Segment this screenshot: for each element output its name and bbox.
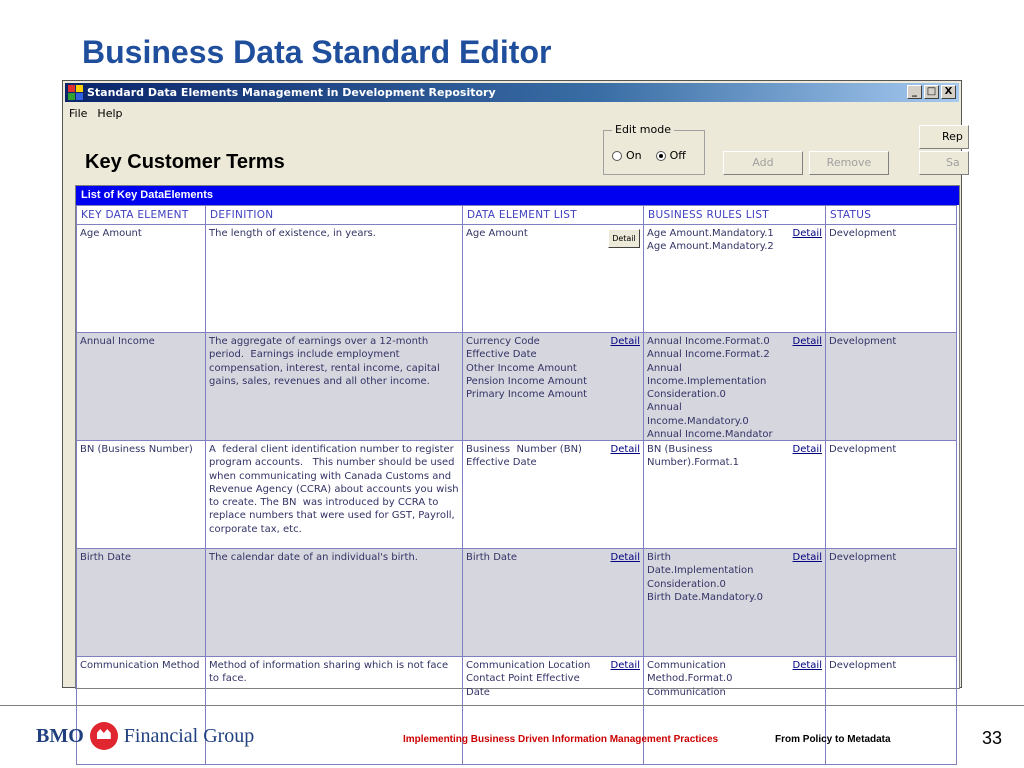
status-cell-text: Development [829, 552, 897, 563]
business-rules-cell[interactable] [644, 549, 826, 657]
detail-link[interactable]: Detail [610, 444, 640, 455]
column-header[interactable]: BUSINESS RULES LIST [644, 206, 826, 225]
data-element-list-cell-content [466, 443, 640, 544]
data-element-list-cell-text: Communication Location Contact Point Effective Date [466, 660, 591, 698]
column-header[interactable]: KEY DATA ELEMENT [77, 206, 206, 225]
logo-financial-group-text: Financial Group [123, 724, 255, 747]
status-cell[interactable] [826, 441, 957, 549]
key-data-element-cell-text: Age Amount [80, 228, 142, 239]
definition-cell[interactable] [206, 225, 463, 333]
minimize-button[interactable]: _ [907, 85, 922, 99]
detail-link[interactable]: Detail [792, 660, 822, 671]
data-element-list-cell-text: Business Number (BN) Effective Date [466, 444, 582, 469]
menu-help[interactable]: Help [97, 107, 123, 120]
table-row[interactable] [77, 549, 957, 657]
key-data-element-cell[interactable] [77, 549, 206, 657]
radio-off[interactable] [656, 151, 666, 161]
menu-bar [69, 107, 123, 120]
section-heading: Key Customer Terms [85, 151, 285, 173]
detail-button[interactable]: Detail [608, 229, 640, 248]
business-rules-cell-content [647, 551, 822, 652]
logo-bmo-text: BMO [36, 724, 84, 747]
column-header[interactable]: STATUS [826, 206, 957, 225]
data-element-list-cell[interactable] [463, 225, 644, 333]
key-data-element-cell-text: Birth Date [80, 552, 132, 563]
detail-link[interactable]: Detail [792, 552, 822, 563]
business-rules-cell-content [647, 227, 822, 328]
status-cell-text: Development [829, 444, 897, 455]
detail-link[interactable]: Detail [792, 444, 822, 455]
data-element-list-cell-text: Age Amount [466, 228, 528, 239]
remove-button[interactable]: Remove [809, 151, 889, 175]
table-body [77, 225, 957, 765]
edit-mode-group [603, 123, 705, 175]
panel-title: List of Key DataElements [76, 186, 959, 205]
column-header[interactable]: DATA ELEMENT LIST [463, 206, 644, 225]
window-titlebar[interactable] [65, 83, 959, 102]
business-rules-cell-text: Annual Income.Format.0 Annual Income.Format.2 Annual Income.Implementation Consideration.0 Annual Income.Mandatory.0 Annual Income.Mandator [647, 336, 773, 441]
table-header-row [77, 206, 957, 225]
business-rules-cell-content [647, 443, 822, 544]
slide-title: Business Data Standard Editor [82, 34, 552, 70]
detail-link[interactable]: Detail [610, 660, 640, 671]
close-button[interactable]: X [941, 85, 956, 99]
data-element-list-cell-content [466, 227, 640, 328]
page-number: 33 [982, 728, 1003, 748]
key-data-element-cell-text: Communication Method [80, 660, 200, 671]
key-data-elements-panel [75, 185, 960, 698]
status-cell-text: Development [829, 660, 897, 671]
add-button[interactable]: Add [723, 151, 803, 175]
detail-link[interactable]: Detail [610, 552, 640, 563]
column-header[interactable]: DEFINITION [206, 206, 463, 225]
edit-mode-label: Edit mode [612, 123, 674, 136]
data-element-list-cell-content [466, 551, 640, 652]
status-cell[interactable] [826, 549, 957, 657]
radio-off-label[interactable]: Off [669, 149, 686, 162]
business-rules-cell-text: Age Amount.Mandatory.1 Age Amount.Mandatory.2 [647, 228, 774, 253]
data-element-list-cell[interactable] [463, 441, 644, 549]
table-row[interactable] [77, 441, 957, 549]
save-button[interactable]: Sa [919, 151, 969, 175]
definition-cell-text: A federal client identification number to register program accounts. This number should be used when communicating with Canada Customs and Revenue Agency (CCRA) about accounts you wish to create. The BN was introduced by CCRA to replace numbers that were used for GST, Payroll, corporate tax, etc. [209, 444, 462, 535]
radio-on[interactable] [612, 151, 622, 161]
bmo-logo [36, 722, 254, 750]
key-data-element-cell[interactable] [77, 441, 206, 549]
data-element-list-cell-text: Birth Date [466, 552, 518, 563]
data-elements-table [76, 205, 957, 765]
data-element-list-cell[interactable] [463, 333, 644, 441]
definition-cell[interactable] [206, 441, 463, 549]
app-window [62, 80, 963, 698]
data-element-list-cell-content [466, 335, 640, 436]
footer-presentation-title: Implementing Business Driven Information Management Practices [403, 734, 719, 745]
business-rules-cell[interactable] [644, 657, 826, 765]
detail-link[interactable]: Detail [610, 336, 640, 347]
bmo-roundel-icon [90, 722, 118, 750]
menu-file[interactable]: File [69, 107, 88, 120]
status-cell[interactable] [826, 225, 957, 333]
business-rules-cell[interactable] [644, 333, 826, 441]
business-rules-cell-text: Communication Method.Format.0 Communication [647, 660, 733, 698]
data-element-list-cell-text: Currency Code Effective Date Other Income Amount Pension Income Amount Primary Income Amount [466, 336, 588, 401]
data-element-list-cell[interactable] [463, 549, 644, 657]
window-controls [907, 85, 956, 100]
app-icon [68, 85, 83, 100]
business-rules-cell[interactable] [644, 225, 826, 333]
key-data-element-cell-text: Annual Income [80, 336, 155, 347]
status-cell-text: Development [829, 336, 897, 347]
definition-cell-text: The calendar date of an individual's birth. [209, 552, 418, 563]
status-cell[interactable] [826, 657, 957, 765]
footer-subtitle: From Policy to Metadata [775, 734, 891, 745]
status-cell-text: Development [829, 228, 897, 239]
detail-link[interactable]: Detail [792, 336, 822, 347]
table-row[interactable] [77, 225, 957, 333]
key-data-element-cell-text: BN (Business Number) [80, 444, 193, 455]
window-title: Standard Data Elements Management in Development Repository [87, 86, 496, 99]
definition-cell[interactable] [206, 549, 463, 657]
business-rules-cell-text: Birth Date.Implementation Consideration.0 Birth Date.Mandatory.0 [647, 552, 764, 603]
report-button[interactable]: Rep [919, 125, 969, 149]
maximize-button[interactable]: □ [924, 85, 939, 99]
status-cell[interactable] [826, 333, 957, 441]
data-element-list-cell[interactable] [463, 657, 644, 765]
radio-on-label[interactable]: On [626, 149, 642, 162]
definition-cell-text: The length of existence, in years. [209, 228, 376, 239]
key-data-element-cell[interactable] [77, 333, 206, 441]
edit-mode-options [612, 149, 686, 162]
definition-cell[interactable] [206, 333, 463, 441]
definition-cell-text: The aggregate of earnings over a 12-month period. Earnings include employment compensation, interest, rental income, capital gains, sales, revenues and all other income. [209, 336, 443, 387]
business-rules-cell[interactable] [644, 441, 826, 549]
footer-divider [0, 705, 1024, 706]
key-data-element-cell[interactable] [77, 225, 206, 333]
definition-cell-text: Method of information sharing which is not face to face. [209, 660, 452, 685]
business-rules-cell-content [647, 335, 822, 441]
detail-link[interactable]: Detail [792, 228, 822, 239]
business-rules-cell-text: BN (Business Number).Format.1 [647, 444, 740, 469]
table-row[interactable] [77, 333, 957, 441]
